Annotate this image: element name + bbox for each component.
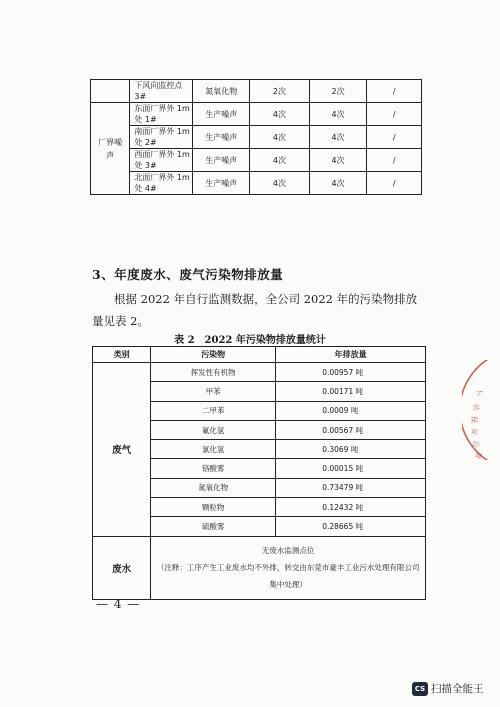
camscanner-logo-icon: CS: [412, 682, 428, 696]
monitor-item: 氮氧化物: [193, 80, 250, 103]
table-row: [91, 149, 422, 172]
table-caption: 表 2 2022 年污染物排放量统计: [174, 335, 326, 346]
pollutant-name: 甲苯: [151, 382, 276, 401]
monitor-note: /: [367, 103, 422, 126]
table-row: [91, 172, 422, 195]
table-row: [91, 126, 422, 149]
monitor-location: 南面厂界外 1m 处 2#: [130, 126, 193, 149]
monitor-count: 4次: [309, 103, 367, 126]
svg-text:人: 人: [474, 387, 485, 398]
emission-amount: 0.28665 吨: [276, 517, 426, 536]
scanner-watermark: [412, 681, 484, 696]
page-number: — 4 —: [96, 597, 141, 611]
pollutant-name: 挥发性有机物: [151, 363, 276, 382]
emissions-table: [92, 346, 426, 600]
pollutant-name: 二甲苯: [151, 401, 276, 420]
pollutant-name: 颗粒物: [151, 498, 276, 517]
monitor-count: 4次: [250, 172, 310, 195]
monitor-item: 生产噪声: [193, 149, 250, 172]
red-seal-stamp: [462, 360, 492, 460]
table-header-row: [93, 347, 426, 363]
monitor-location: 北面厂界外 1m 处 4#: [130, 172, 193, 195]
pollutant-name: 氯化氢: [151, 440, 276, 459]
emission-amount: 0.3069 吨: [276, 440, 426, 459]
monitor-count: 2次: [309, 80, 367, 103]
monitor-count: 4次: [250, 126, 310, 149]
monitor-count: 4次: [309, 149, 367, 172]
emission-amount: 0.00957 吨: [276, 363, 426, 382]
noise-monitoring-table: [90, 79, 422, 195]
monitor-item: 生产噪声: [193, 126, 250, 149]
monitor-count: 4次: [309, 126, 367, 149]
svg-text:员: 员: [471, 402, 481, 412]
table-row: [91, 103, 422, 126]
table-row: [93, 363, 426, 382]
monitor-count: 4次: [250, 149, 310, 172]
section-paragraph: 根据 2022 年自行监测数据，全公司 2022 年的污染物排放量见表 2。: [92, 292, 418, 328]
monitor-count: 4次: [309, 172, 367, 195]
water-note-line1: 无废水监测点位: [261, 546, 315, 556]
emission-amount: 0.00171 吨: [276, 382, 426, 401]
monitor-note: /: [367, 172, 422, 195]
table-row: [93, 536, 426, 599]
monitor-location: 东面厂界外 1m 处 1#: [130, 103, 193, 126]
pollutant-name: 氟化氢: [151, 420, 276, 439]
monitor-note: /: [367, 149, 422, 172]
svg-text:章: 章: [472, 450, 484, 460]
emission-amount: 0.73479 吨: [276, 478, 426, 497]
emission-amount: 0.0009 吨: [276, 401, 426, 420]
emission-amount: 0.00015 吨: [276, 459, 426, 478]
svg-text:公: 公: [470, 439, 481, 449]
monitor-note: /: [367, 80, 422, 103]
category-waste-gas: 废气: [93, 363, 151, 537]
water-note-line2: （注释：工序产生工业废水均不外排，转交由东莞市豪丰工业污水处理有限公司集中处理）: [156, 563, 420, 590]
monitor-count: 2次: [250, 80, 310, 103]
pollutant-name: 铬酸雾: [151, 459, 276, 478]
header-pollutant: 污染物: [151, 347, 276, 363]
monitor-location: 西面厂界外 1m 处 3#: [130, 149, 193, 172]
emission-amount: 0.00567 吨: [276, 420, 426, 439]
waste-water-note: [151, 536, 426, 599]
category-waste-water: 废水: [93, 536, 151, 599]
monitor-item: 生产噪声: [193, 103, 250, 126]
emission-amount: 0.12432 吨: [276, 498, 426, 517]
monitor-count: 4次: [250, 103, 310, 126]
pollutant-name: 硫酸雾: [151, 517, 276, 536]
noise-group-label: 厂界噪声: [91, 103, 130, 195]
watermark-text: 扫描全能王: [431, 683, 484, 695]
svg-text:证: 证: [469, 427, 479, 436]
monitor-note: /: [367, 126, 422, 149]
header-amount: 年排放量: [276, 347, 426, 363]
svg-text:保: 保: [470, 416, 478, 423]
table-cell: [91, 80, 130, 103]
monitor-item: 生产噪声: [193, 172, 250, 195]
pollutant-name: 氮氧化物: [151, 478, 276, 497]
header-category: 类别: [93, 347, 151, 363]
monitor-location: 下风向监控点 3#: [130, 80, 193, 103]
section-heading: 3、年度废水、废气污染物排放量: [92, 267, 284, 282]
table-row: [91, 80, 422, 103]
